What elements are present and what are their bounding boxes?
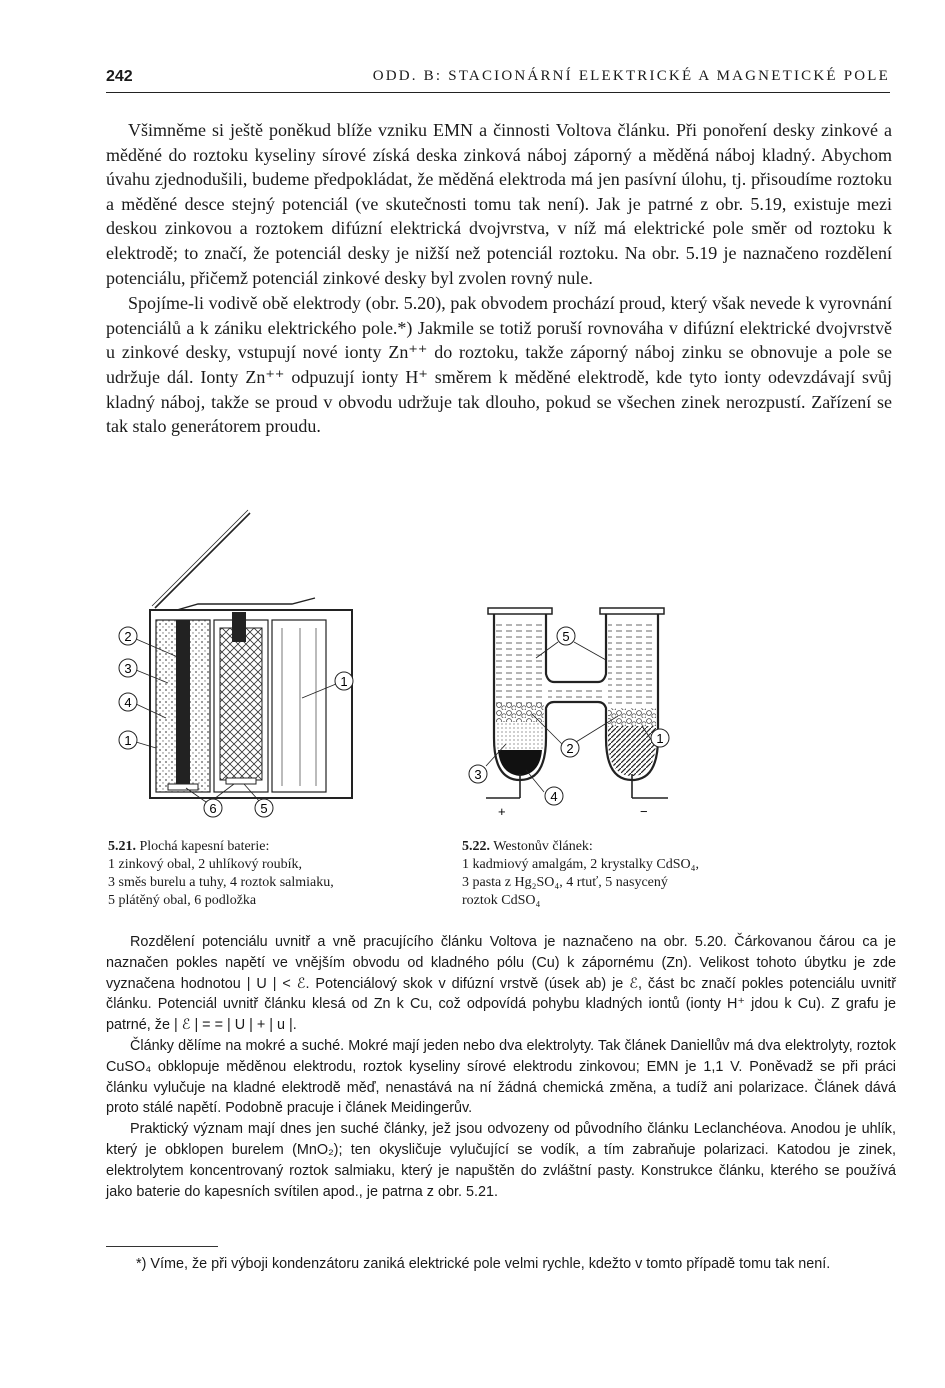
label-4 [545, 787, 563, 805]
paragraph: Všimněme si ještě poněkud blíže vzniku EMN a činnosti Voltova článku. Při ponoření desky zinkové a měděné do roztoku kyseliny sírové získá deska zinková náboj záporný a měděná náboj kladný. Abychom úvahu zjednodušili, budeme předpokládat, že měděná elektroda má jen pasívní úlohu, tj. přisoudíme roztoku a měděné desce stejný potenciál (ve skutečnosti tomu tak není). Jak je patrné z obr. 5.19, existuje mezi deskou zinkovou a roztokem difúzní elektrická dvojvrstva, v níž má elektrické pole směr od roztoku k elektrodě; to značí, že potenciál desky je nižší než potenciál roztoku. Na obr. 5.19 je naznačeno rozdělení potenciálu, přičemž potenciál zinkové desky byl zvolen rovný nule. [106, 120, 892, 288]
label-1 [651, 729, 669, 747]
figure-5-22 [456, 598, 696, 820]
svg-text:3: 3 [474, 767, 482, 782]
caption-line: roztok CdSO₄ [462, 893, 541, 908]
footnote-divider [106, 1246, 218, 1247]
svg-text:6: 6 [209, 801, 217, 816]
caption-title: Plochá kapesní baterie: [139, 839, 270, 854]
svg-text:5: 5 [562, 629, 570, 644]
svg-text:1: 1 [656, 731, 664, 746]
svg-text:1: 1 [340, 674, 348, 689]
label-1-right [335, 672, 353, 690]
label-5 [557, 627, 575, 645]
caption-title: Westonův článek: [493, 839, 593, 854]
svg-text:2: 2 [124, 629, 132, 644]
svg-text:1: 1 [124, 733, 132, 748]
caption-line: 3 směs burelu a tuhy, 4 roztok salmiaku, [108, 875, 334, 890]
figure-5-21 [110, 508, 370, 828]
small-print-text [106, 932, 896, 1202]
page-number: 242 [106, 68, 133, 85]
svg-text:4: 4 [124, 695, 132, 710]
label-5 [255, 799, 273, 817]
caption-5-21 [108, 838, 448, 910]
label-4 [119, 693, 137, 711]
caption-number: 5.22. [462, 839, 490, 854]
paragraph: Spojíme-li vodivě obě elektrody (obr. 5.20), pak obvodem prochází proud, který však nevede k vyrovnání potenciálů a k zániku elektrického pole.*) Jakmile se totiž poruší rovnováha v difúzní elektrické dvojvrstvě u zinkové desky, vstupují nové ionty Zn⁺⁺ do roztoku, takže záporný náboj zinku se obnovuje a pole se udržuje dál. Ionty Zn⁺⁺ odpuzují ionty H⁺ směrem k měděné elektrodě, kde tyto ionty odevzdávají svůj kladný náboj, takže se proud v obvodu udržuje tak dlouho, pokud se všechen zinek nerozpustí. Zařízení se tak stalo generátorem proudu. [106, 293, 892, 437]
caption-number: 5.21. [108, 839, 136, 854]
svg-text:4: 4 [550, 789, 558, 804]
label-2 [119, 627, 137, 645]
caption-line: 1 kadmiový amalgám, 2 krystalky CdSO₄, [462, 857, 700, 872]
paragraph: Články dělíme na mokré a suché. Mokré mají jeden nebo dva elektrolyty. Tak článek Daniellův má dva elektrolyty, roztok CuSO₄ obklopuje měděnou elektrodu, roztok kyseliny sírové elektrodu zinkovou; EMN je 1,1 V. Poněvadž se při práci článku vylučuje na kladné elektrodě měď, nenastává na ní žádná chemická změna, a tudíž ani polarizace. Článek dává proto stálé napětí. Podobně pracuje i článek Meidingerův. [106, 1037, 896, 1117]
label-3 [469, 765, 487, 783]
svg-text:5: 5 [260, 801, 268, 816]
footnote-text: *) Víme, že při výboji kondenzátoru zaniká elektrické pole velmi rychle, kdežto v tomto případě tomu tak není. [136, 1256, 831, 1272]
caption-line: 1 zinkový obal, 2 uhlíkový roubík, [108, 857, 303, 872]
main-text [106, 118, 892, 439]
running-head: ODD. B: STACIONÁRNÍ ELEKTRICKÉ A MAGNETICKÉ POLE [372, 68, 890, 84]
label-2 [561, 739, 579, 757]
svg-text:2: 2 [566, 741, 574, 756]
paragraph: Praktický význam mají dnes jen suché články, jež jsou odvozeny od původního článku Leclanchéova. Anodou je uhlík, který je obklopen burelem (MnO₂); ten okysličuje vylučující se vodík, a tím zabraňuje polarizaci. Katodou je zinek, elektrolytem koncentrovaný roztok salmiaku, který je napuštěn do zvláštní pasty. Konstrukce článku, kterého se používá jako baterie do kapesních svítilen apod., je patrna z obr. 5.21. [106, 1121, 896, 1200]
label-6 [204, 799, 222, 817]
footnote [106, 1254, 896, 1275]
plus-sign: + [498, 804, 506, 819]
label-1 [119, 731, 137, 749]
page-header [106, 64, 890, 93]
caption-line: 3 pasta z Hg₂SO₄, 4 rtuť, 5 nasycený [462, 875, 668, 890]
caption-line: 5 plátěný obal, 6 podložka [108, 893, 257, 908]
label-3 [119, 659, 137, 677]
svg-text:3: 3 [124, 661, 132, 676]
caption-5-22 [462, 838, 802, 910]
minus-sign: − [640, 804, 648, 819]
paragraph: Rozdělení potenciálu uvnitř a vně pracujícího článku Voltova je naznačeno na obr. 5.20. Čárkovanou čárou ca je naznačen pokles napětí ve vnějším obvodu od kladného pólu (Cu) k zápornému (Zn). Velikost tohoto úbytku je zde vyznačena hodnotou | U | < ℰ. Potenciálový skok v difúzní vrstvě (úsek ab) je ℰ, část bc značí pokles potenciálu uvnitř článku. Potenciál uvnitř článku klesá od Zn k Cu, což odpovídá pohybu kladných iontů (ionty H⁺ jdou k Cu). Z grafu je patrné, že | ℰ | = = | U | + | u |. [106, 934, 896, 1034]
